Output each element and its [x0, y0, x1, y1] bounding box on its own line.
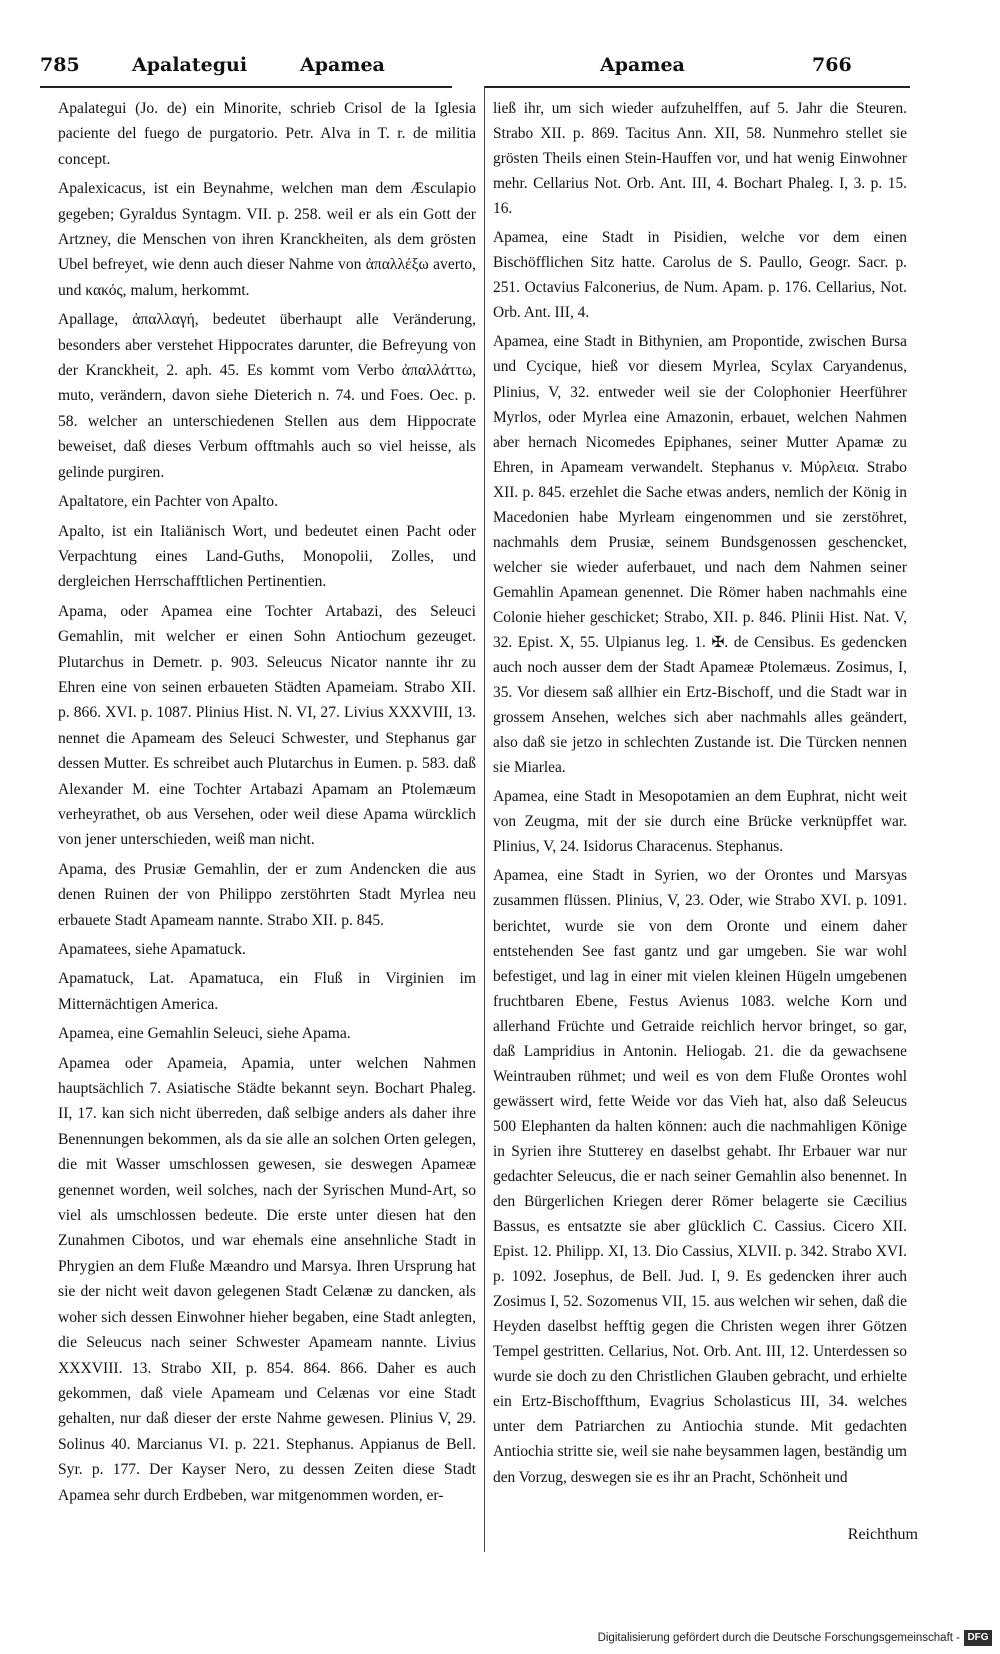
- left-header-keyword-2: Apamea: [300, 54, 385, 76]
- entry-apamea-pisidien: Apamea, eine Stadt in Pisidien, welche vor dem einen Bischöfflichen Sitz hatte. Carolus de S. Paullo, Geogr. Sacr. p. 251. Octavius Falconerius, de Num. Apam. p. 176. Cellarius, Not. Orb. Ant. III, 4.: [493, 229, 907, 322]
- right-header-keyword: Apamea: [600, 54, 685, 76]
- right-column: [493, 96, 907, 1490]
- catchword: Reichthum: [847, 1526, 918, 1543]
- entry-apamea-general: Apamea oder Apameia, Apamia, unter welchen Nahmen hauptsächlich 7. Asiatische Städte bekannt seyn. Bochart Phaleg. II, 17. kan sich nicht überreden, daß selbige anders als daher ihre Benennungen bekommen, als da sie alle an solchen Orten gelegen, die mit Wasser umschlossen gewesen, sie deswegen Apameæ genennet worden, weil solches, nach der Syrischen Mund-Art, so viel als umschlossen bedeute. Die erste unter diesen hat den Zunahmen Cibotos, und war ehemals eine ansehnliche Stadt in Phrygien an dem Fluße Mæandro und Marsya. Ihren Ursprung hat sie der nicht weit davon gelegenen Stadt Celænæ zu dancken, als woher sich dessen Einwohner hieher begaben, eine Stadt anlegten, die Seleucus nach seiner Schwester Apameam nannte. Livius XXXVIII. 13. Strabo XII, p. 854. 864. 866. Daher es auch gekommen, daß viele Apameam und Celænas vor eine Stadt gehalten, nur daß dieser der erste Nahme gewesen. Plinius V, 29. Solinus 40. Marcianus VI. p. 221. Stephanus. Appianus de Bell. Syr. p. 177. Der Kayser Nero, zu dessen Zeiten diese Stadt Apamea sehr durch Erdbeben, war mitgenommen worden, er-: [58, 1054, 476, 1504]
- footer-credit: Digitalisierung gefördert durch die Deutsche Forschungsgemeinschaft -: [597, 1632, 960, 1644]
- dfg-logo: DFG: [964, 1630, 992, 1646]
- footer: [0, 1628, 1000, 1654]
- entry-apama-2: Apama, des Prusiæ Gemahlin, der er zum Andencken die aus denen Ruinen der von Philippo zerstöhrten Stadt Myrlea neu erbauete Stadt Apameam nannte. Strabo XII. p. 845.: [58, 860, 476, 929]
- column-divider: [484, 86, 485, 1552]
- entry-apalexicacus: Apalexicacus, ist ein Beynahme, welchen man dem Æsculapio gegeben; Gyraldus Syntagm. VII. p. 258. weil er als ein Gott der Artzney, die Menschen von ihren Kranckheiten, als dem grösten Ubel befreyet, wie denn auch dieser Nahme von ἀπαλλέξω averto, und κακός, malum, herkommt.: [58, 180, 476, 299]
- entry-apamea-continued: ließ ihr, um sich wieder aufzuhelffen, auf 5. Jahr die Steuren. Strabo XII. p. 869. Tacitus Ann. XII, 58. Nunmehro stellet sie grösten Theils einen Stein-Hauffen vor, und hat wenig Einwohner mehr. Cellarius Not. Orb. Ant. III, 4. Bochart Phaleg. I, 3. p. 15. 16.: [493, 100, 907, 218]
- header-rule-left: [40, 86, 452, 88]
- entry-apallage: Apallage, ἀπαλλαγή, bedeutet überhaupt alle Veränderung, besonders aber verstehet Hippocrates darunter, die Befreyung von der Kranckheit, 2. aph. 45. Es kommt vom Verbo ἀπαλλάττω, muto, verändern, davon siehe Dieterich n. 74. und Foes. Oec. p. 58. welcher an unterschiedenen Stellen aus dem Hippocrate beweiset, daß dieses Verbum offtmahls auch so viel heisse, als gelinde purgiren.: [58, 311, 476, 481]
- right-page-number: 766: [812, 54, 852, 76]
- entry-apaltatore: Apaltatore, ein Pachter von Apalto.: [58, 493, 278, 511]
- entry-apamatees: Apamatees, siehe Apamatuck.: [58, 941, 246, 958]
- entry-apalto: Apalto, ist ein Italiänisch Wort, und bedeutet einen Pacht oder Verpachtung eines Land-Guths, Monopolii, Zolles, und dergleichen Herrschafftlichen Pertinentien.: [58, 522, 476, 591]
- entry-apamatuck: Apamatuck, Lat. Apamatuca, ein Fluß in Virginien im Mitternächtigen America.: [58, 970, 476, 1013]
- entry-apamea-gemahlin: Apamea, eine Gemahlin Seleuci, siehe Apama.: [58, 1025, 351, 1043]
- left-column: [58, 96, 476, 1508]
- entry-apamea-syrien: Apamea, eine Stadt in Syrien, wo der Orontes und Marsyas zusammen flüssen. Plinius, V, 23. Oder, wie Strabo XVI. p. 1091. berichtet, wurde sie von dem Oronte und einem daher entstehenden See fast gantz und gar umgeben. Sie war wohl befestiget, und lag in einer mit vielen kleinen Hügeln umgebenen fruchtbaren Ebene, Festus Avienus 1083. welche Korn und allerhand Früchte und Getraide reichlich hervor bringet, so gar, daß Lampridius in Antonin. Heliogab. 21. die da gewachsene Weintrauben rühmet; und weil es von dem Fluße Orontes wohl gewässert wird, fette Weide vor das Vieh hat, also daß Seleucus 500 Elephanten da halten können: auch die nachmahligen Könige in Syrien ihre Stutterey en daselbst gehabt. Ihr Erbauer war nur gedachter Seleucus, die er nach seiner Gemahlin also benennet. In den Bürgerlichen Kriegen derer Römer belagerte sie Cæcilius Bassus, es entsatzte sie aber glücklich C. Cassius. Cicero XII. Epist. 12. Philipp. XI, 13. Dio Cassius, XLVII. p. 342. Strabo XVI. p. 1092. Josephus, de Bell. Jud. I, 9. Es gedencken ihrer auch Zosimus I, 52. Sozomenus VII, 15. aus welchen wir sehen, daß die Heyden daselbst hefftig gegen die Christen wegen ihrer Götzen Tempel gestritten. Cellarius, Not. Orb. Ant. III, 12. Unterdessen so wurde sie doch zu den Christlichen Glauben gebracht, und erhielte ein Ertz-Bischoffthum, Evagrius Scholasticus III, 34. welches unter dem Patriarchen zu Antiochia stunde. Mit gedachten Antiochia stritte sie, weil sie nahe beysammen lagen, beständig um den Vorzug, deswegen sie es ihr an Pracht, Schönheit und: [493, 867, 907, 1486]
- entry-apalategui: Apalategui (Jo. de) ein Minorite, schrieb Crisol de la Iglesia paciente del fuego de purgatorio. Petr. Alva in T. r. de militia concept.: [58, 100, 476, 168]
- running-header: [40, 48, 960, 82]
- left-page-number: 785: [40, 54, 80, 76]
- entry-apamea-bithynien: Apamea, eine Stadt in Bithynien, am Propontide, zwischen Bursa und Cycique, hieß vor diesem Myrlea, Scylax Caryandenus, Plinius, V, 32. entweder weil sie der Colophonier Heerführer Myrlos, oder Myrlea eine Amazonin, erbauet, welchen Nahmen aber hernach Nicomedes Epiphanes, seiner Mutter Apamæ zu Ehren, in Apameam verwandelt. Stephanus v. Μύρλεια. Strabo XII. p. 845. erzehlet die Sache etwas anders, nemlich der König in Macedonien habe Myrleam eingenommen und sie zerstöhret, nachmahls dem Prusiæ, seinem Bundsgenossen geschencket, welcher sie wieder auferbauet, und nach dem Nahmen seiner Gemahlin Apamean genennet. Die Römer haben nachmahls eine Colonie hieher geschicket; Strabo, XII. p. 846. Plinii Hist. Nat. V, 32. Epist. X, 55. Ulpianus leg. 1. ✠. de Censibus. Es gedencken auch noch ausser dem der Stadt Apameæ Ptolemæus. Zosimus, I, 35. Vor diesem saß allhier ein Ertz-Bischoff, und die Stadt war in grossem Ansehen, welches sich aber nachmahls alles geändert, also daß sie jetzo in schlechten Zustande ist. Die Türcken nennen sie Miarlea.: [493, 333, 907, 777]
- left-header-keyword-1: Apalategui: [132, 54, 248, 76]
- entry-apamea-mesopotamien: Apamea, eine Stadt in Mesopotamien an dem Euphrat, nicht weit von Zeugma, mit der sie durch eine Brücke verknüpffet war. Plinius, V, 24. Isidorus Characenus. Stephanus.: [493, 788, 907, 856]
- entry-apama-1: Apama, oder Apamea eine Tochter Artabazi, des Seleuci Gemahlin, mit welcher er einen Sohn Antiochum gezeuget. Plutarchus in Demetr. p. 903. Seleucus Nicator nannte ihr zu Ehren eine von seinen erbaueten Städten Apameiam. Strabo XII. p. 866. XVI. p. 1087. Plinius Hist. N. VI, 27. Livius XXXVIII, 13. nennet die Apameam des Seleuci Schwester, und Stephanus gar dessen Mutter. Es schreibet auch Plutarchus in Eumen. p. 583. daß Alexander M. eine Tochter Artabazi Apamam an Ptolemæum verheyrathet, ob aus Versehen, oder weil diese Apama würcklich von jener unterschieden, weiß man nicht.: [58, 602, 476, 849]
- header-rule-right: [484, 86, 910, 88]
